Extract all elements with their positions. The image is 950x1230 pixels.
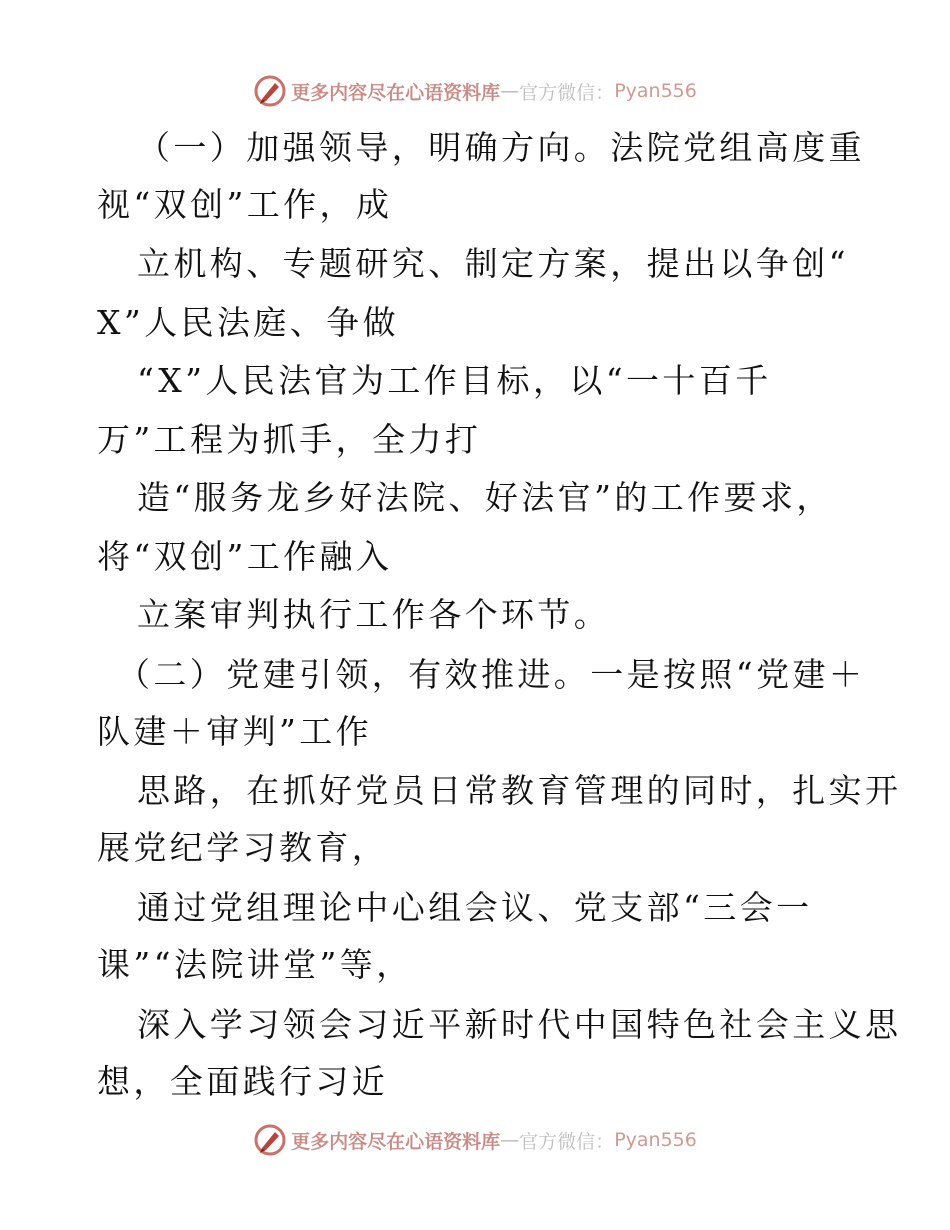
text-line: 立案审判执行工作各个环节。 [137,595,611,634]
text-line: 思路，在抓好党员日常教育管理的同时，扎实开 [137,771,902,810]
text-line: （二）党建引领，有效推进。一是按照“党建＋ [117,655,866,694]
pen-nib-logo-icon [253,74,287,108]
watermark-text: 更多内容尽在心语资料库 [291,81,501,104]
text-line: 将“双创”工作融入 [97,537,393,576]
watermark-handle: Pyan556 [614,1129,697,1151]
footer-watermark [0,1120,950,1160]
watermark-dash: — [500,80,520,102]
text-line: 万”工程为抓手，全力打 [97,420,482,459]
text-line: 视“双创”工作，成 [97,185,393,224]
text-line: 立机构、专题研究、制定方案，提出以争创“ [137,244,849,283]
text-line: 造“服务龙乡好法院、好法官”的工作要求， [137,478,833,517]
watermark-handle: Pyan556 [614,80,697,102]
pen-nib-logo-icon [253,1123,287,1157]
watermark-text: 更多内容尽在心语资料库 [291,1130,501,1153]
text-line: 课”“法院讲堂”等， [97,945,413,984]
watermark-account-label: 官方微信： [519,81,615,104]
text-line: （一）加强领导，明确方向。法院党组高度重 [137,128,865,167]
text-line: 展党纪学习教育， [97,828,389,867]
watermark-account-label: 官方微信： [519,1130,615,1153]
watermark-dash: — [500,1129,520,1151]
text-line: 队建＋审判”工作 [97,712,373,751]
text-line: X”人民法庭、争做 [97,303,399,342]
text-line: 深入学习领会习近平新时代中国特色社会主义思 [137,1005,902,1044]
text-line: 想，全面践行习近 [97,1062,389,1101]
header-watermark [0,71,950,111]
text-line: 通过党组理论中心组会议、党支部“三会一 [137,888,813,927]
text-line: “X”人民法官为工作目标，以“一十百千 [137,361,772,400]
